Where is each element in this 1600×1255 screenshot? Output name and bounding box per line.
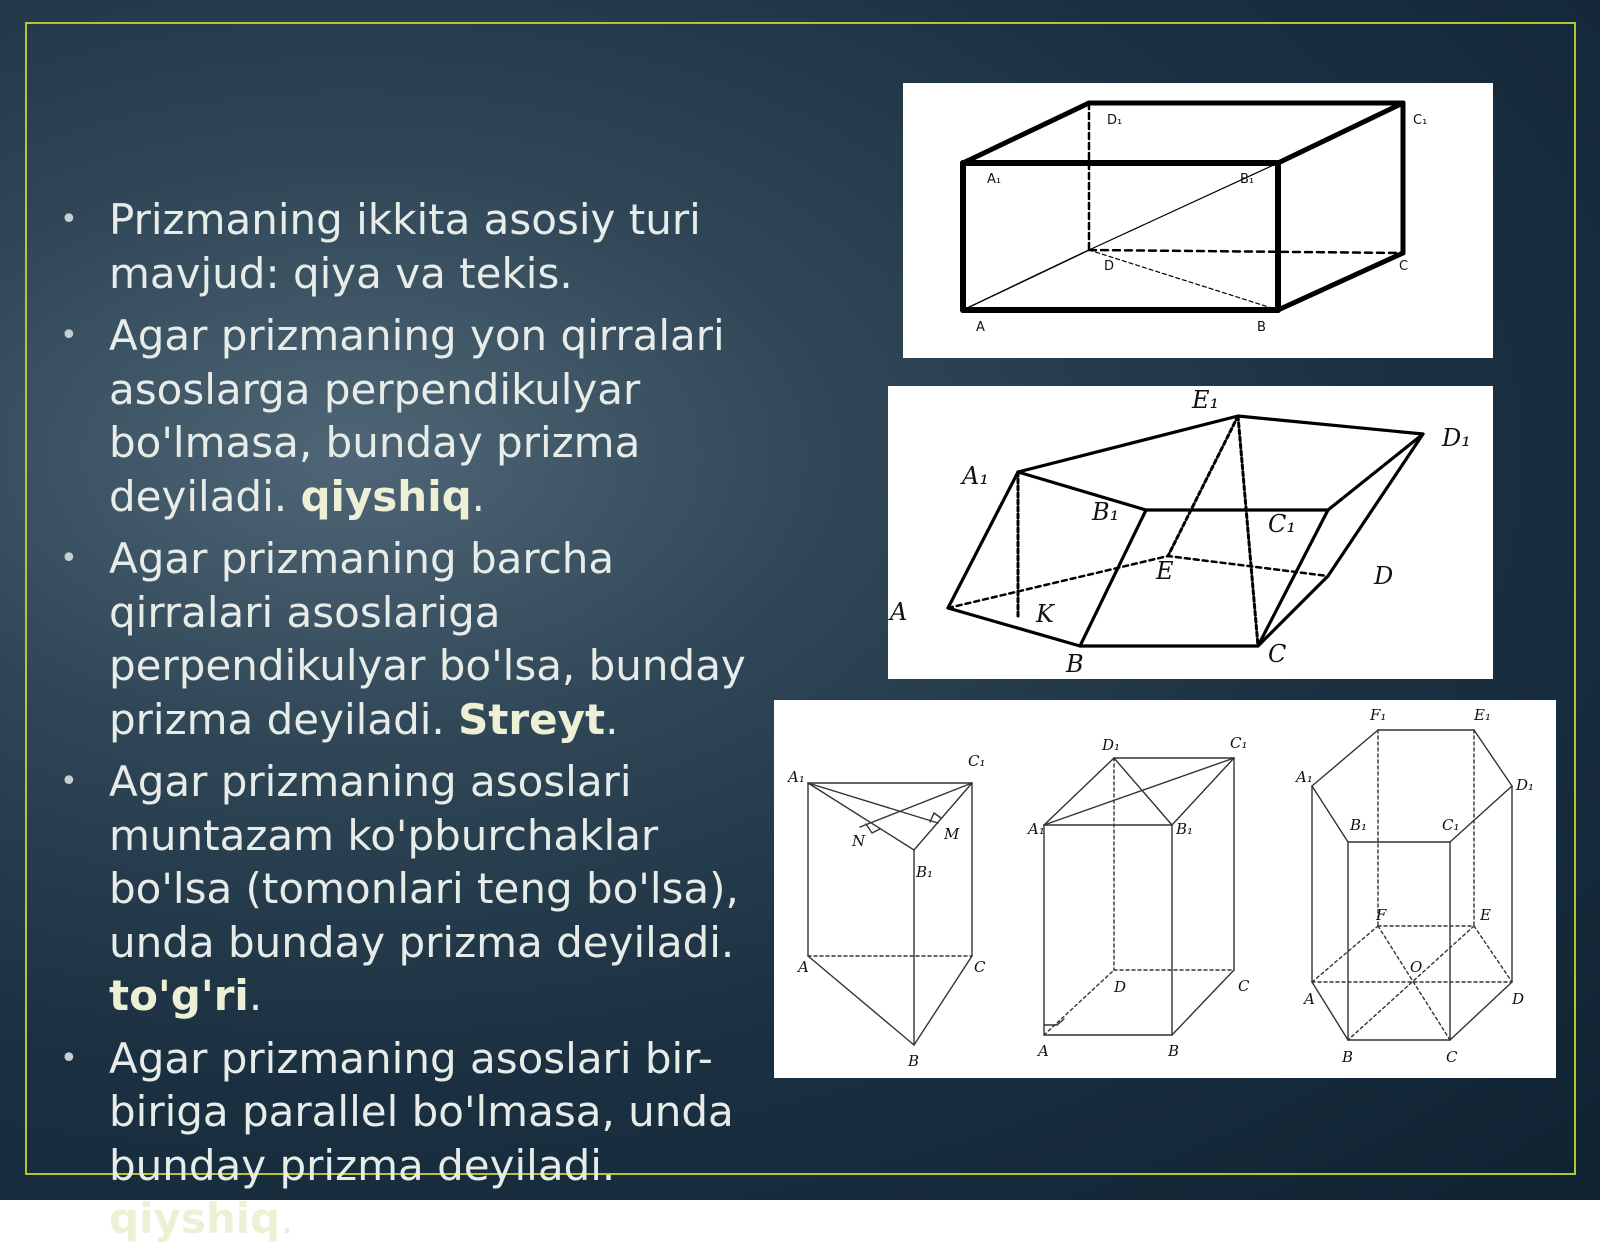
pentagonal-prism-figure (888, 386, 1493, 679)
quadrilateral-prism-labels (1026, 734, 1250, 1060)
vertex-label: B (1168, 1042, 1180, 1060)
bullet-item (60, 193, 760, 300)
vertex-label: F₁ (1370, 706, 1387, 724)
vertex-label: E₁ (1192, 386, 1220, 414)
vertex-label: D (1374, 562, 1394, 590)
bullet-item (60, 755, 760, 1023)
vertex-label: A (1304, 990, 1315, 1008)
vertex-label: M (944, 825, 960, 843)
bullet-bold-term: qiyshiq (109, 1194, 281, 1243)
vertex-label: A (976, 320, 985, 335)
vertex-label: K (1036, 600, 1054, 628)
vertex-label: D (1114, 978, 1127, 996)
vertex-label: D₁ (1442, 424, 1471, 452)
bullet-list (60, 193, 760, 1255)
bullet-item (60, 532, 760, 746)
vertex-label: E₁ (1474, 706, 1491, 724)
vertex-label: B₁ (1240, 172, 1255, 187)
vertex-label: B (1066, 650, 1084, 678)
vertex-label: A₁ (1028, 820, 1045, 838)
bullet-text: Agar prizmaning yon qirralari asoslarga perpendikulyar bo'lmasa, bunday prizma deyiladi. (109, 311, 725, 521)
vertex-label: B₁ (1350, 816, 1368, 834)
vertex-label: D (1104, 259, 1115, 274)
vertex-label: A₁ (788, 768, 805, 786)
prism-types-drawing (774, 700, 1556, 1078)
vertex-label: E (1156, 557, 1174, 585)
vertex-label: B (908, 1052, 920, 1070)
vertex-label: C₁ (1230, 734, 1248, 752)
vertex-label: C₁ (968, 752, 986, 770)
vertex-label: A₁ (987, 172, 1002, 187)
bullet-bold-term: to'g'ri (109, 971, 249, 1020)
vertex-label: C₁ (1268, 510, 1296, 538)
vertex-label: B (1257, 320, 1266, 335)
vertex-label: C₁ (1413, 113, 1428, 128)
bullet-suffix: . (471, 471, 486, 521)
bullet-text: Agar prizmaning asoslari muntazam ko'pburchaklar bo'lsa (tomonlari teng bo'lsa), unda bunday prizma deyiladi. (109, 757, 739, 967)
vertex-label: O (1410, 958, 1423, 976)
bullet-suffix: . (248, 971, 263, 1020)
prism-types-figure (774, 700, 1556, 1078)
bullet-suffix: . (280, 1194, 294, 1243)
bullet-item (60, 1032, 760, 1246)
bullet-item (60, 309, 760, 523)
pentagonal-prism-drawing (888, 386, 1493, 679)
vertex-label: C (974, 958, 986, 976)
bullet-text: Agar prizmaning asoslari bir-biriga parallel bo'lmasa, unda bunday prizma deyiladi. (109, 1033, 734, 1190)
vertex-label: A (1038, 1042, 1049, 1060)
bullet-bold-term: Streyt (458, 694, 606, 744)
vertex-label: D₁ (1516, 776, 1535, 794)
vertex-label: C (1399, 259, 1409, 274)
vertex-label: B₁ (1176, 820, 1194, 838)
vertex-label: F (1376, 906, 1387, 924)
bullet-suffix: . (605, 694, 619, 744)
bullet-bold-term: qiyshiq (300, 471, 472, 521)
vertex-label: A₁ (962, 462, 989, 490)
vertex-label: D₁ (1107, 113, 1123, 128)
vertex-label: E (1480, 906, 1491, 924)
vertex-label: A₁ (1296, 768, 1313, 786)
bullet-text: Prizmaning ikkita asosiy turi mavjud: qiya va tekis. (109, 195, 701, 298)
vertex-label: B (1342, 1048, 1354, 1066)
vertex-label: D (1512, 990, 1525, 1008)
box-prism-figure (903, 83, 1493, 358)
vertex-label: N (852, 832, 866, 850)
vertex-label: A (890, 598, 908, 626)
vertex-label: A (798, 958, 809, 976)
box-prism-drawing (903, 83, 1493, 358)
vertex-label: C (1268, 640, 1287, 668)
vertex-label: C (1446, 1048, 1458, 1066)
bullet-text: Agar prizmaning barcha qirralari asoslariga perpendikulyar bo'lsa, bunday prizma deyiladi. (109, 534, 746, 744)
vertex-label: D₁ (1102, 736, 1121, 754)
vertex-label: B₁ (1092, 498, 1120, 526)
vertex-label: C (1238, 977, 1250, 995)
vertex-label: C₁ (1442, 816, 1460, 834)
vertex-label: B₁ (916, 863, 934, 881)
